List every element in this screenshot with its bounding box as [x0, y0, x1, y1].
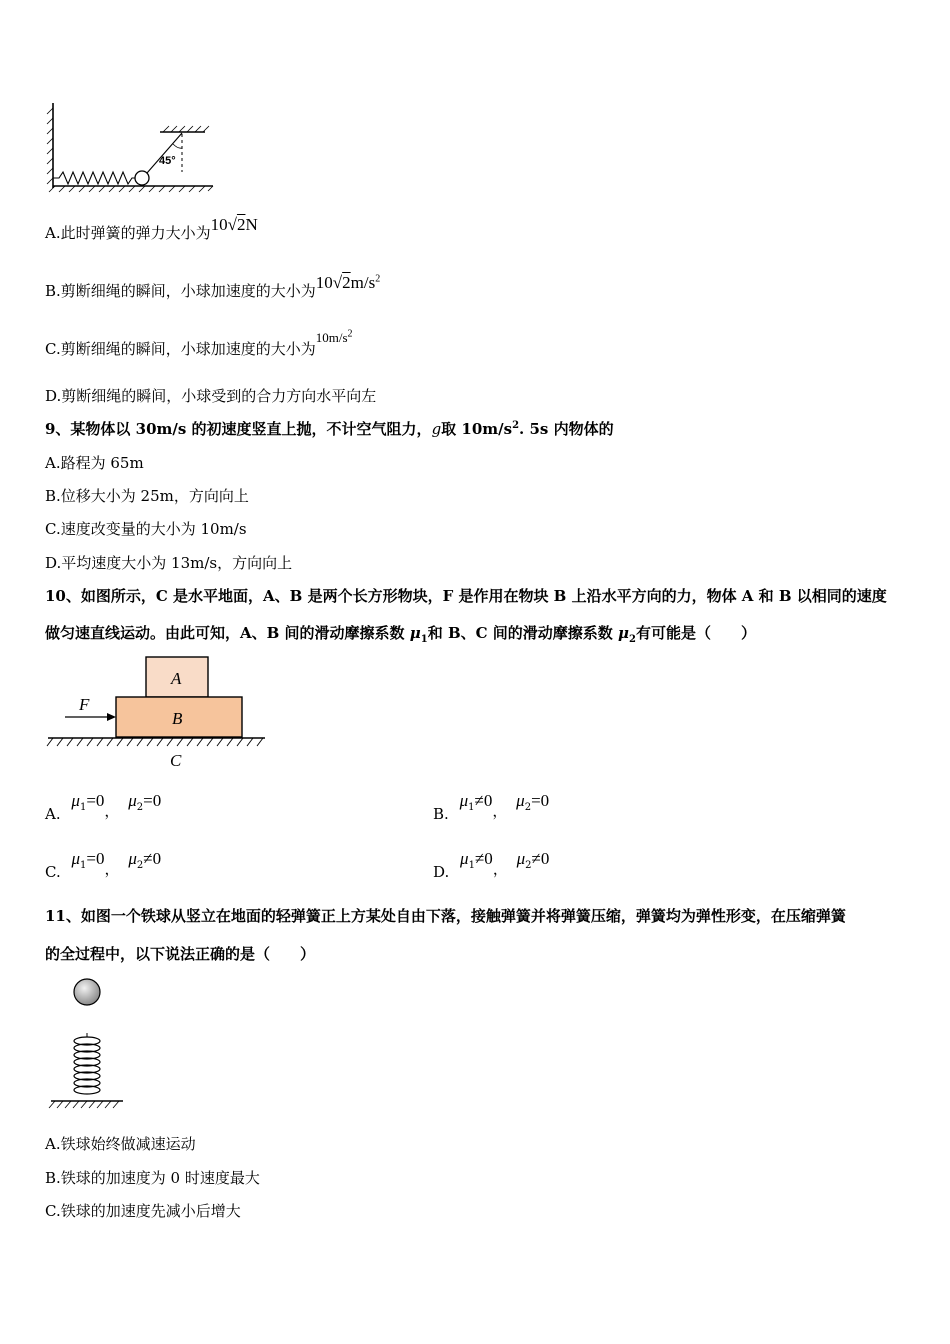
iron-ball [74, 979, 100, 1005]
q11-option-a: A.铁球始终做减速运动 [45, 1135, 196, 1153]
q8-option-d: D.剪断细绳的瞬间，小球受到的合力方向水平向左 [45, 387, 377, 405]
blocks-figure [45, 652, 275, 772]
q8-option-c [45, 328, 353, 359]
angle-label: 45° [159, 155, 176, 167]
q10-option-a: A. $\mu_1=0$， $\mu_2=0$ [45, 791, 162, 823]
spring-ball-figure [45, 100, 215, 195]
q8-option-b [45, 273, 381, 301]
option-math: $10√2m/s^2$ [315, 273, 381, 292]
q8-option-a [45, 215, 258, 243]
q11-stem-line1: 11、如图一个铁球从竖立在地面的轻弹簧正上方某处自由下落，接触弹簧并将弹簧压缩，弹簧均为弹性形变，在压缩弹簧 [45, 907, 846, 925]
q9-option-d: D.平均速度大小为 13m/s，方向向上 [45, 554, 293, 572]
label-f: F [79, 695, 90, 714]
q10-option-c: C. $\mu_1=0$， $\mu_2\ne 0$ [45, 849, 162, 881]
q10-stem-line2: 做匀速直线运动。由此可知，A、B 间的滑动摩擦系数 $\mu_1$和 B、C 间的滑动摩擦系数 $\mu_2$有可能是（ ） [45, 624, 756, 645]
option-text: B.剪断细绳的瞬间，小球加速度的大小为 [45, 282, 316, 300]
q9-option-c: C.速度改变量的大小为 10m/s [45, 520, 247, 538]
label-c: C [170, 751, 182, 770]
ball-spring-figure [45, 975, 135, 1115]
q10-stem-line1: 10、如图所示，C 是水平地面，A、B 是两个长方形物块，F 是作用在物块 B 上沿水平方向的力，物体 A 和 B 以相同的速度 [45, 587, 887, 605]
q11-option-c: C.铁球的加速度先减小后增大 [45, 1202, 241, 1220]
option-text: A.此时弹簧的弹力大小为 [45, 224, 211, 242]
q10-option-d: D. $\mu_1\ne 0$， $\mu_2\ne 0$ [433, 849, 550, 881]
option-math: 10√2N [210, 215, 258, 234]
q9-stem: 9、某物体以 30m/s 的初速度竖直上抛，不计空气阻力，g取 $10m/s^2$. 5s 内物体的 [45, 420, 614, 438]
q9-option-a: A.路程为 65m [45, 454, 144, 472]
option-text: C.剪断细绳的瞬间，小球加速度的大小为 [45, 340, 316, 358]
q11-stem-line2: 的全过程中，以下说法正确的是（ ） [45, 945, 316, 963]
q11-option-b: B.铁球的加速度为 0 时速度最大 [45, 1169, 260, 1187]
label-b: B [172, 709, 183, 728]
label-a: A [171, 669, 182, 688]
q10-option-b: B. $\mu_1\ne 0$， $\mu_2=0$ [433, 791, 550, 823]
option-math: $10m/s^2$ [315, 328, 353, 345]
q9-option-b: B.位移大小为 25m，方向向上 [45, 487, 249, 505]
